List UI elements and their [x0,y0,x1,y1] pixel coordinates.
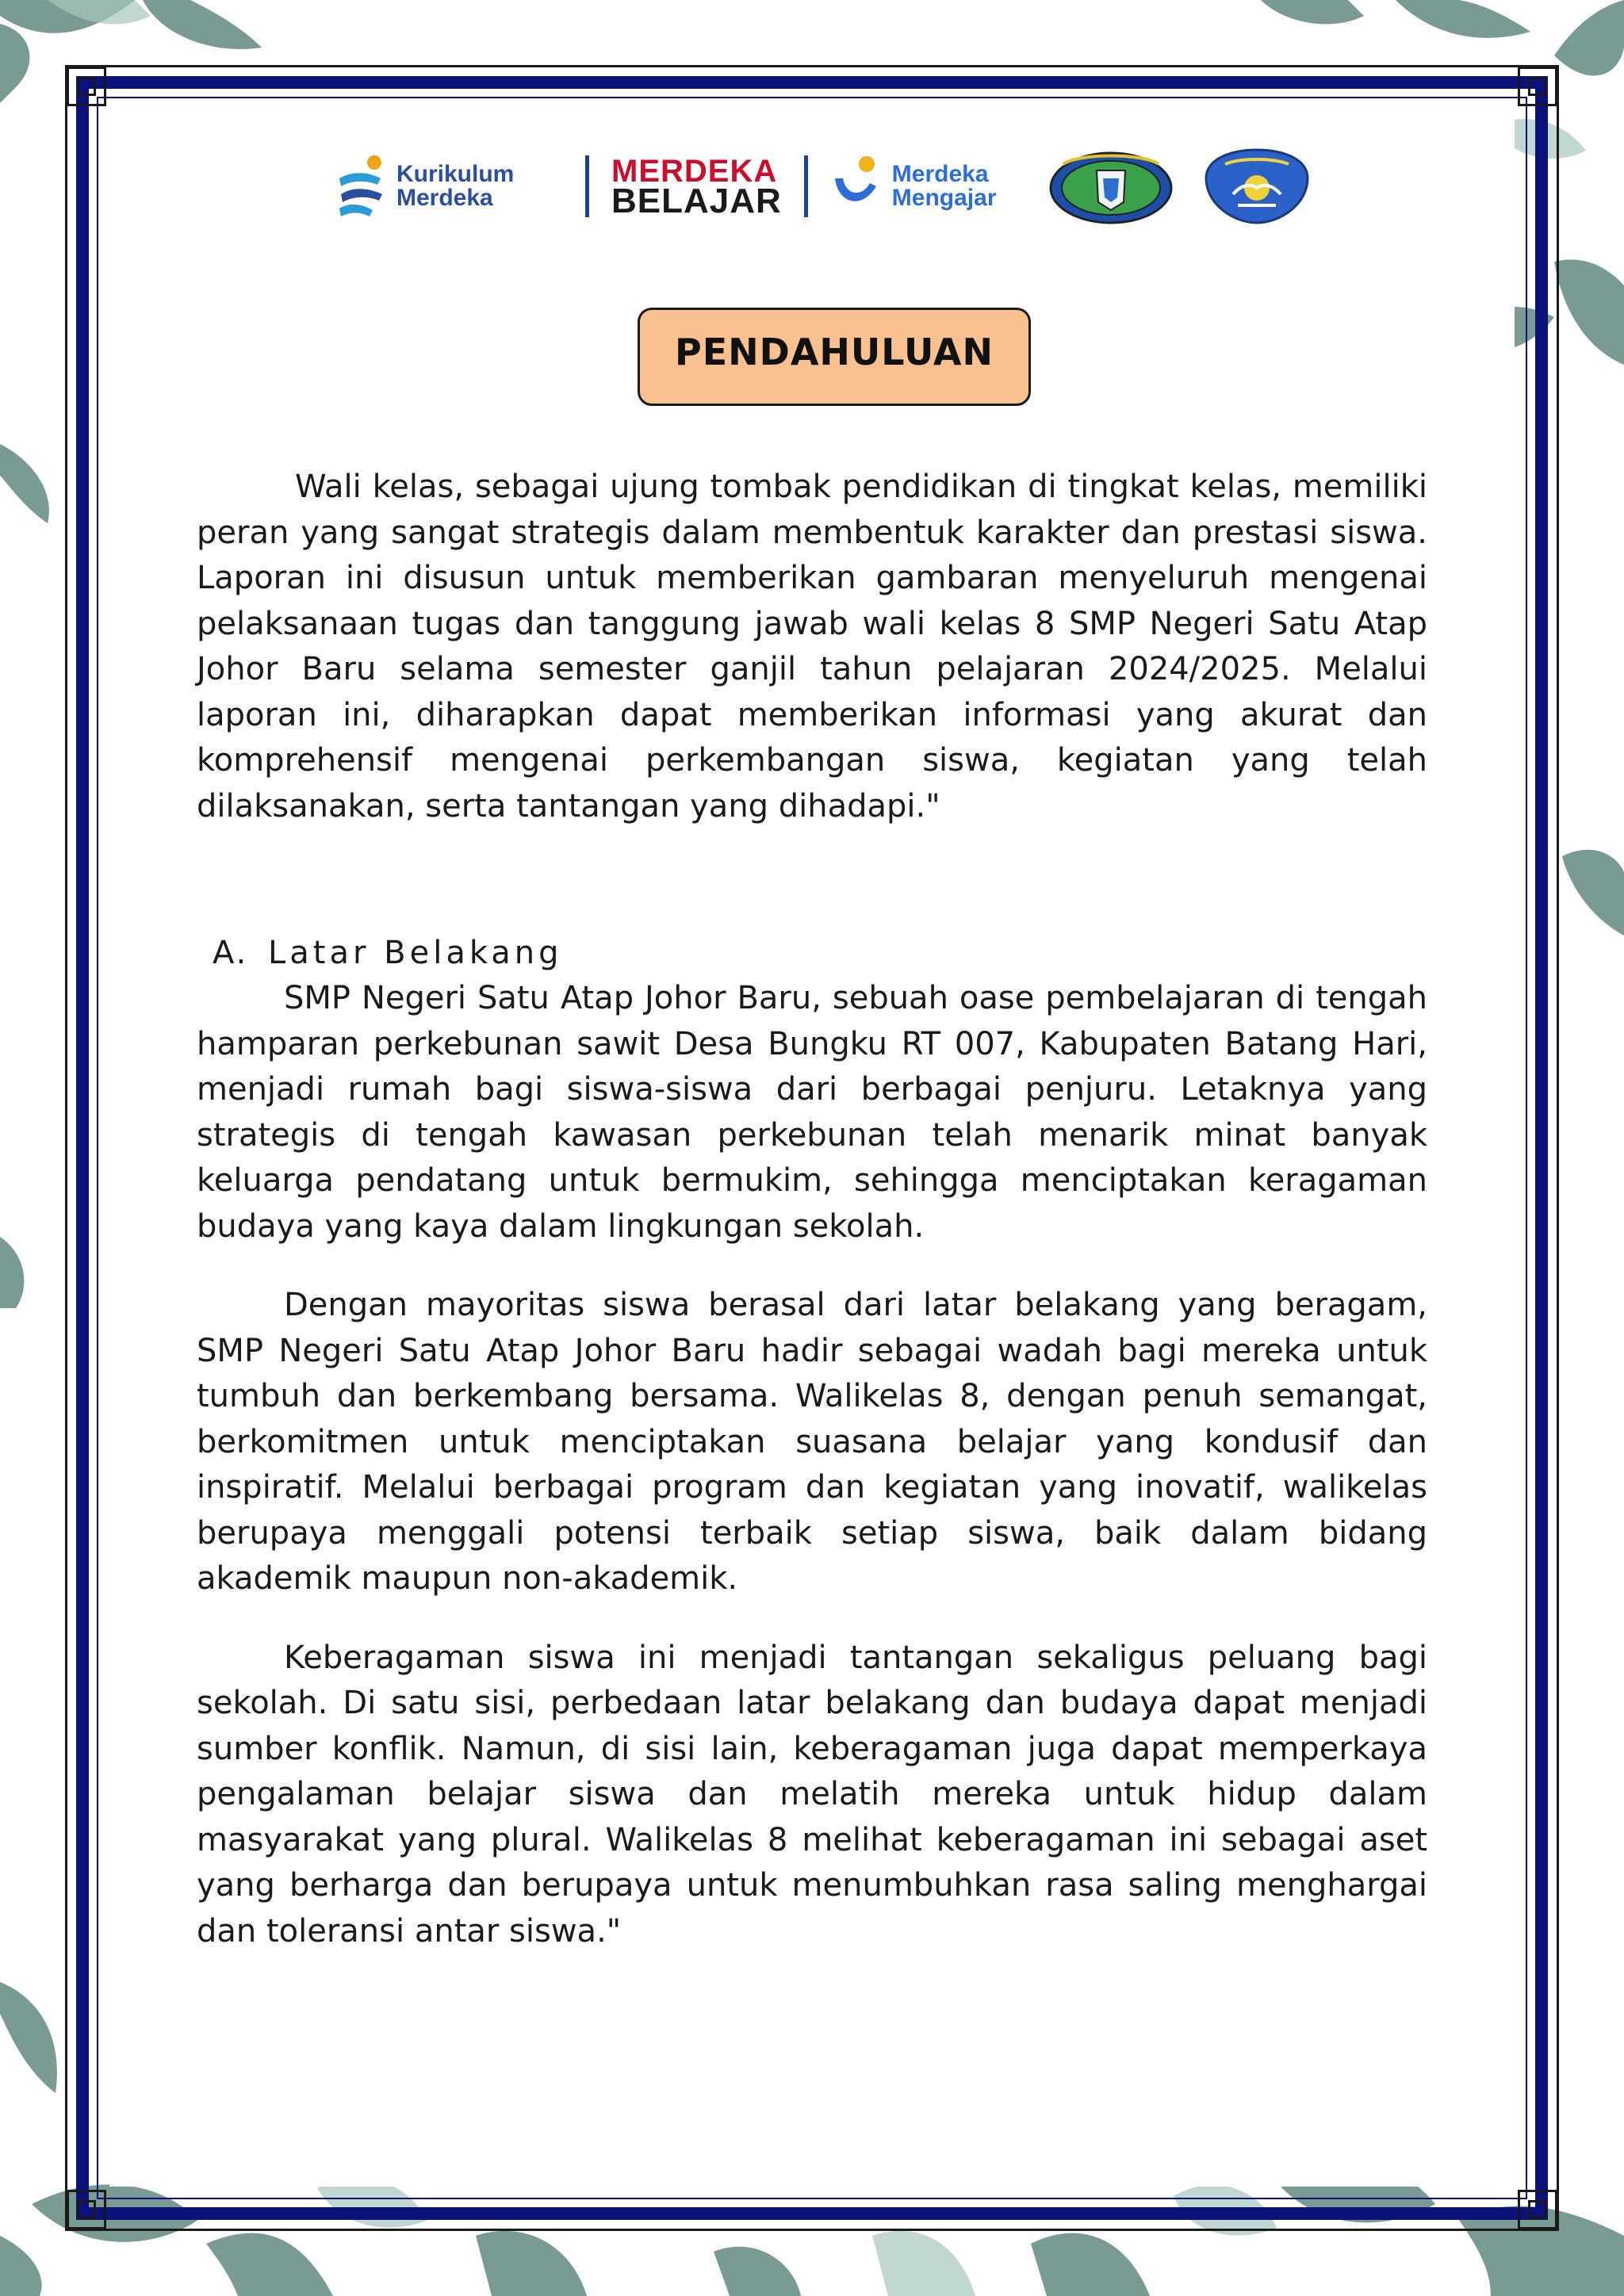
frame-corner-bottom-left [67,2190,106,2229]
merdeka-belajar-logo [611,154,782,220]
body-paragraph: Dengan mayoritas siswa berasal dari latar belakang yang beragam, SMP Negeri Satu Atap Johor Baru hadir sebagai wadah bagi mereka untuk tumbuh dan berkembang bersama. Walikelas 8, dengan penuh semangat, berkomitmen untuk menciptakan suasana belajar yang kondusif dan inspiratif. Melalui berbagai program dan kegiatan yang inovatif, walikelas berupaya menggali potensi terbaik setiap siswa, baik dalam bidang akademik maupun non-akademik. [197,1287,1427,1597]
merdeka-mengajar-icon [830,155,883,218]
kurikulum-merdeka-line1: Kurikulum [396,161,515,187]
green-shield-emblem-icon [1048,147,1174,226]
merdeka-mengajar-line1: Merdeka [891,161,989,187]
frame-corner-bottom-right [1518,2190,1557,2229]
body-paragraph: SMP Negeri Satu Atap Johor Baru, sebuah oase pembelajaran di tengah hamparan perkebunan sawit Desa Bungku RT 007, Kabupaten Batang Hari, menjadi rumah bagi siswa-siswa dari berbagai penjuru. Letaknya yang strategis di tengah kawasan perkebunan telah menarik minat banyak keluarga pendatang untuk bermukim, sehingga menciptakan keragaman budaya yang kaya dalam lingkungan sekolah. [197,980,1427,1245]
section-heading-text: Latar Belakang [268,935,563,971]
document-body [197,465,1427,1954]
frame-corner-top-left [67,67,106,106]
logo-separator [804,155,808,217]
frame-corner-top-right [1518,67,1557,106]
logo-separator [585,155,589,217]
kurikulum-merdeka-icon [333,155,389,218]
page-title: PENDAHULUAN [675,331,994,373]
intro-paragraph: Wali kelas, sebagai ujung tombak pendidikan di tingkat kelas, memiliki peran yang sangat strategis dalam membentuk karakter dan prestasi siswa. Laporan ini disusun untuk memberikan gambaran menyeluruh mengenai pelaksanaan tugas dan tanggung jawab wali kelas 8 SMP Negeri Satu Atap Johor Baru selama semester ganjil tahun pelajaran 2024/2025. Melalui laporan ini, diharapkan dapat memberikan informasi yang akurat dan komprehensif mengenai perkembangan siswa, kegiatan yang telah dilaksanakan, serta tantangan yang dihadapi." [197,469,1427,825]
merdeka-belajar-line1: MERDEKA [611,154,778,189]
kurikulum-merdeka-logo [333,155,563,218]
merdeka-mengajar-line2: Mengajar [891,185,997,211]
tut-wuri-handayani-icon [1193,147,1320,226]
header-logo-row [333,143,1332,230]
spacer [197,1602,1427,1636]
section-heading-number: A. [213,935,249,971]
merdeka-mengajar-logo [830,155,1028,218]
kurikulum-merdeka-line2: Merdeka [396,185,493,211]
section-title-box [638,308,1031,406]
body-paragraph: Keberagaman siswa ini menjadi tantangan sekaligus peluang bagi sekolah. Di satu sisi, perbedaan latar belakang dan budaya dapat menjadi sumber konflik. Namun, di sisi lain, keberagaman juga dapat memperkaya pengalaman belajar siswa dan melatih mereka untuk hidup dalam masyarakat yang plural. Walikelas 8 melihat keberagaman ini sebagai aset yang berharga dan berupaya untuk menumbuhkan rasa saling menghargai dan toleransi antar siswa." [197,1639,1427,1950]
merdeka-belajar-line2: BELAJAR [611,182,782,220]
section-heading [213,931,1427,976]
spacer [197,829,1427,931]
spacer [197,1249,1427,1283]
